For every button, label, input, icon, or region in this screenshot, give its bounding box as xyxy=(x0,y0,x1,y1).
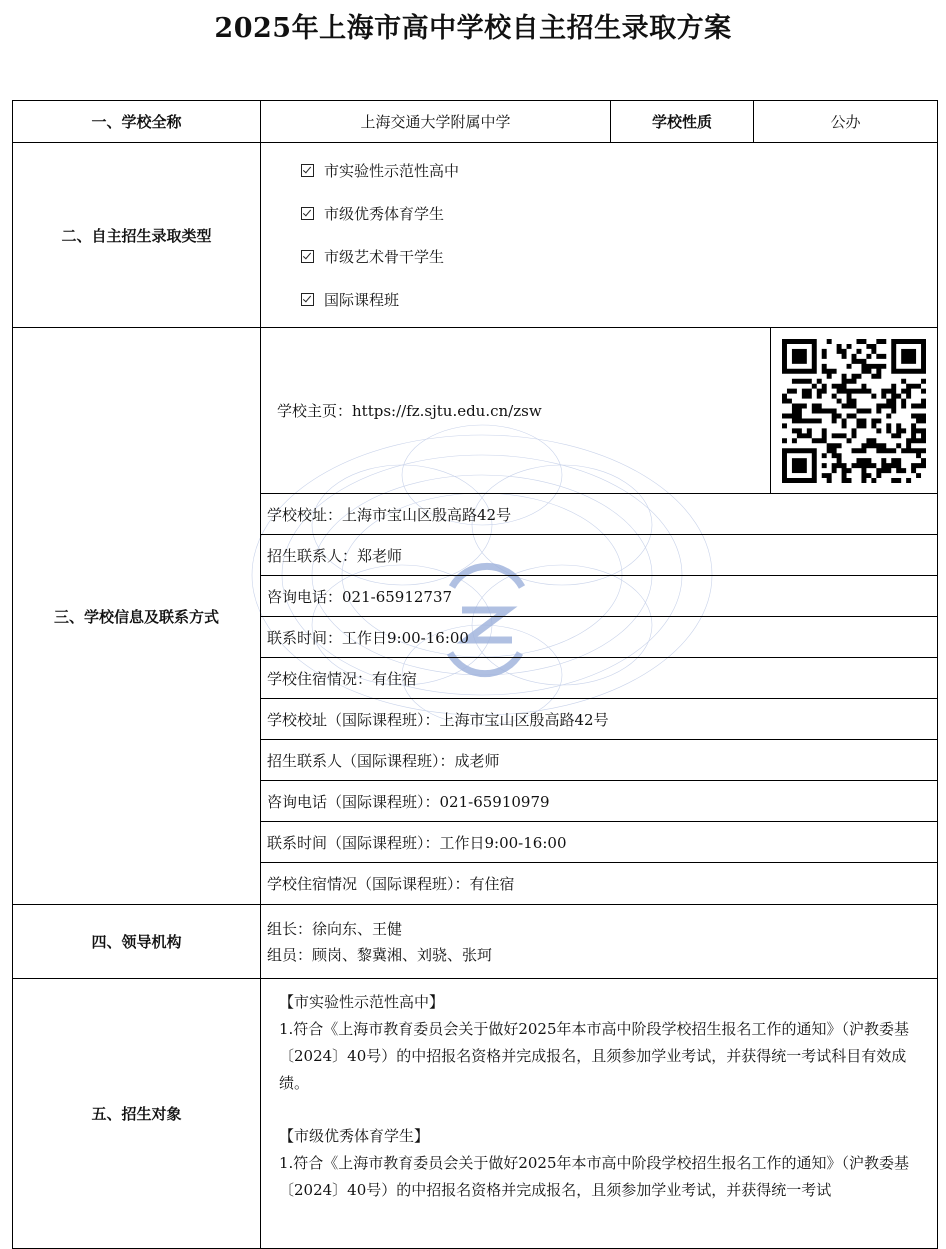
homepage-link[interactable]: 学校主页：https://fz.sjtu.edu.cn/zsw xyxy=(277,402,542,420)
school-nature-value: 公办 xyxy=(754,101,938,143)
admission-plan-table xyxy=(12,100,938,1249)
checked-box-icon xyxy=(301,293,314,306)
section4-label: 四、领导机构 xyxy=(13,905,261,979)
info-row: 招生联系人（国际课程班）：成老师 xyxy=(261,740,937,781)
row-admission-targets xyxy=(13,979,938,1249)
admission-type-item xyxy=(301,235,937,278)
target-heading: 【市级优秀体育学生】 xyxy=(279,1127,430,1145)
info-row: 学校校址（国际课程班）：上海市宝山区殷高路42号 xyxy=(261,699,937,740)
school-info-cell xyxy=(261,328,938,905)
homepage-row xyxy=(261,328,937,494)
section2-label: 二、自主招生录取类型 xyxy=(13,143,261,328)
admission-type-label: 市级艺术骨干学生 xyxy=(324,248,445,266)
row-admission-types xyxy=(13,143,938,328)
row-school-name xyxy=(13,101,938,143)
section5-label: 五、招生对象 xyxy=(13,979,261,1249)
row-leadership xyxy=(13,905,938,979)
section3-label: 三、学校信息及联系方式 xyxy=(13,328,261,905)
members-line: 组员：顾岗、黎冀湘、刘骁、张珂 xyxy=(267,945,493,964)
info-row: 咨询电话：021-65912737 xyxy=(261,576,937,617)
target-heading: 【市实验性示范性高中】 xyxy=(279,993,445,1011)
page-title: 2025年上海市高中学校自主招生录取方案 xyxy=(214,13,732,44)
qr-code xyxy=(770,328,937,493)
admission-type-label: 国际课程班 xyxy=(324,291,400,309)
admission-type-item xyxy=(301,149,937,192)
admission-type-label: 市实验性示范性高中 xyxy=(324,162,460,180)
checked-box-icon xyxy=(301,207,314,220)
section1-label: 一、学校全称 xyxy=(13,101,261,143)
checked-box-icon xyxy=(301,250,314,263)
info-row: 联系时间：工作日9:00-16:00 xyxy=(261,617,937,658)
info-row: 学校住宿情况（国际课程班）：有住宿 xyxy=(267,875,515,893)
info-row: 学校住宿情况：有住宿 xyxy=(261,658,937,699)
admission-type-label: 市级优秀体育学生 xyxy=(324,205,445,223)
target-text: 1.符合《上海市教育委员会关于做好2025年本市高中阶段学校招生报名工作的通知》（沪教委基〔2024〕40号）的中招报名资格并完成报名，且须参加学业考试，并获得统一考试科目有效成绩。 xyxy=(279,1020,909,1092)
info-row: 招生联系人：郑老师 xyxy=(261,535,937,576)
info-row: 学校校址：上海市宝山区殷高路42号 xyxy=(261,494,937,535)
admission-type-list xyxy=(261,143,938,328)
admission-targets-cell xyxy=(261,979,938,1249)
qr-code-icon xyxy=(782,339,926,483)
admission-type-item xyxy=(301,278,937,321)
school-name-value: 上海交通大学附属中学 xyxy=(261,101,611,143)
target-text: 1.符合《上海市教育委员会关于做好2025年本市高中阶段学校招生报名工作的通知》（沪教委基〔2024〕40号）的中招报名资格并完成报名，且须参加学业考试，并获得统一考试 xyxy=(279,1154,909,1199)
checked-box-icon xyxy=(301,164,314,177)
info-row: 咨询电话（国际课程班）：021-65910979 xyxy=(261,781,937,822)
leadership-cell xyxy=(261,905,938,979)
admission-type-item xyxy=(301,192,937,235)
row-school-info xyxy=(13,328,938,905)
leader-line: 组长：徐向东、王健 xyxy=(267,919,403,938)
school-nature-label: 学校性质 xyxy=(611,101,754,143)
info-row: 联系时间（国际课程班）：工作日9:00-16:00 xyxy=(261,822,937,863)
